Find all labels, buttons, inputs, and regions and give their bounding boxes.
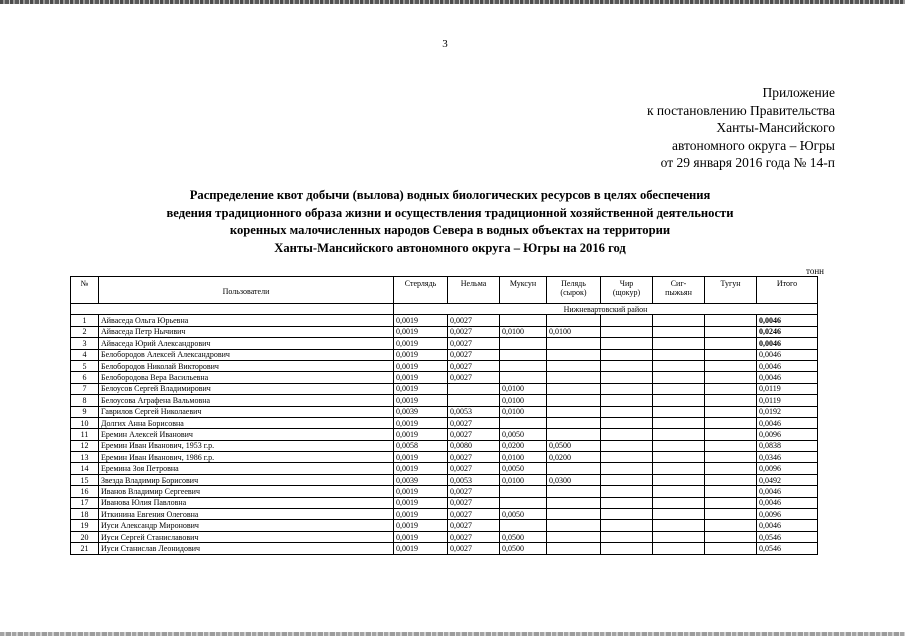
- cell-num: 3: [71, 338, 99, 349]
- cell-tugun: [705, 372, 757, 383]
- cell-nelma: 0,0027: [448, 531, 500, 542]
- cell-peled: [547, 417, 601, 428]
- cell-peled: [547, 543, 601, 554]
- cell-sterlet: 0,0019: [394, 509, 448, 520]
- cell-tugun: [705, 543, 757, 554]
- cell-peled: [547, 520, 601, 531]
- cell-num: 13: [71, 452, 99, 463]
- cell-chir: [601, 486, 653, 497]
- cell-sig: [653, 417, 705, 428]
- cell-num: 15: [71, 474, 99, 485]
- cell-total: 0,0119: [757, 395, 818, 406]
- title-line: Распределение квот добычи (вылова) водных биологических ресурсов в целях обеспечения: [189, 188, 711, 202]
- cell-total: 0,0046: [757, 486, 818, 497]
- cell-tugun: [705, 531, 757, 542]
- region-row: [71, 304, 818, 315]
- col-header-sterlet: Стерлядь: [394, 277, 448, 304]
- cell-num: 18: [71, 509, 99, 520]
- cell-sterlet: 0,0019: [394, 372, 448, 383]
- cell-sig: [653, 383, 705, 394]
- cell-peled: [547, 395, 601, 406]
- cell-tugun: [705, 463, 757, 474]
- cell-muksun: 0,0500: [500, 543, 547, 554]
- cell-nelma: 0,0027: [448, 417, 500, 428]
- table-body: [71, 304, 818, 555]
- col-header-chir-line1: Чир: [619, 279, 634, 288]
- cell-user-name: Белоусов Сергей Владимирович: [99, 383, 394, 394]
- cell-sterlet: 0,0019: [394, 326, 448, 337]
- cell-total: 0,0492: [757, 474, 818, 485]
- cell-sterlet: 0,0019: [394, 463, 448, 474]
- cell-nelma: 0,0027: [448, 452, 500, 463]
- table-row: [71, 452, 818, 463]
- cell-user-name: Белобородова Вера Васильевна: [99, 372, 394, 383]
- cell-peled: [547, 315, 601, 326]
- cell-num: 7: [71, 383, 99, 394]
- cell-num: 8: [71, 395, 99, 406]
- cell-muksun: [500, 338, 547, 349]
- scan-edge-top: [0, 0, 905, 4]
- table-row: [71, 543, 818, 554]
- cell-tugun: [705, 486, 757, 497]
- cell-sterlet: 0,0019: [394, 520, 448, 531]
- cell-sterlet: 0,0039: [394, 474, 448, 485]
- cell-sig: [653, 326, 705, 337]
- cell-total: 0,0346: [757, 452, 818, 463]
- page-number: 3: [442, 38, 448, 50]
- cell-peled: [547, 406, 601, 417]
- cell-total: 0,0046: [757, 338, 818, 349]
- table-row: [71, 520, 818, 531]
- cell-chir: [601, 520, 653, 531]
- table-row: [71, 509, 818, 520]
- cell-chir: [601, 395, 653, 406]
- cell-chir: [601, 440, 653, 451]
- cell-total: 0,0046: [757, 417, 818, 428]
- cell-muksun: [500, 417, 547, 428]
- cell-sterlet: 0,0019: [394, 395, 448, 406]
- cell-muksun: 0,0050: [500, 429, 547, 440]
- cell-nelma: 0,0027: [448, 486, 500, 497]
- cell-num: 2: [71, 326, 99, 337]
- title-line: ведения традиционного образа жизни и осуществления традиционной хозяйственной деятельности: [166, 205, 734, 220]
- cell-num: 17: [71, 497, 99, 508]
- cell-sig: [653, 440, 705, 451]
- cell-nelma: [448, 395, 500, 406]
- col-header-chir-line2: (щокур): [612, 288, 641, 297]
- table-row: [71, 406, 818, 417]
- cell-peled: [547, 383, 601, 394]
- cell-sig: [653, 452, 705, 463]
- cell-sterlet: 0,0019: [394, 338, 448, 349]
- col-header-num: №: [71, 277, 99, 304]
- cell-nelma: 0,0027: [448, 463, 500, 474]
- appendix-line: Ханты-Мансийского: [716, 120, 835, 135]
- cell-muksun: 0,0100: [500, 326, 547, 337]
- cell-chir: [601, 326, 653, 337]
- cell-muksun: 0,0200: [500, 440, 547, 451]
- cell-muksun: 0,0100: [500, 406, 547, 417]
- cell-nelma: 0,0027: [448, 326, 500, 337]
- cell-sig: [653, 338, 705, 349]
- cell-tugun: [705, 383, 757, 394]
- cell-total: 0,0096: [757, 429, 818, 440]
- cell-sig: [653, 543, 705, 554]
- cell-peled: [547, 486, 601, 497]
- cell-muksun: [500, 372, 547, 383]
- table-row: [71, 315, 818, 326]
- cell-sterlet: 0,0019: [394, 417, 448, 428]
- cell-total: 0,0046: [757, 349, 818, 360]
- table-row: [71, 531, 818, 542]
- table-row: [71, 440, 818, 451]
- cell-peled: [547, 429, 601, 440]
- cell-tugun: [705, 452, 757, 463]
- cell-num: 4: [71, 349, 99, 360]
- cell-tugun: [705, 395, 757, 406]
- cell-tugun: [705, 440, 757, 451]
- cell-chir: [601, 417, 653, 428]
- cell-sig: [653, 486, 705, 497]
- cell-user-name: Иткинина Евгения Олеговна: [99, 509, 394, 520]
- col-header-muksun: Муксун: [500, 277, 547, 304]
- cell-sterlet: 0,0019: [394, 543, 448, 554]
- cell-chir: [601, 429, 653, 440]
- cell-tugun: [705, 509, 757, 520]
- table-row: [71, 497, 818, 508]
- cell-nelma: 0,0027: [448, 360, 500, 371]
- cell-sterlet: 0,0019: [394, 315, 448, 326]
- cell-tugun: [705, 429, 757, 440]
- cell-total: 0,0046: [757, 520, 818, 531]
- cell-total: 0,0046: [757, 360, 818, 371]
- cell-muksun: [500, 520, 547, 531]
- cell-user-name: Еремин Иван Иванович, 1953 г.р.: [99, 440, 394, 451]
- quota-table: [70, 276, 818, 555]
- cell-user-name: Иуси Станислав Леонидович: [99, 543, 394, 554]
- cell-total: 0,0096: [757, 463, 818, 474]
- cell-sterlet: 0,0019: [394, 531, 448, 542]
- cell-sterlet: 0,0019: [394, 429, 448, 440]
- cell-chir: [601, 474, 653, 485]
- cell-peled: 0,0100: [547, 326, 601, 337]
- cell-sterlet: 0,0039: [394, 406, 448, 417]
- cell-nelma: 0,0027: [448, 520, 500, 531]
- cell-user-name: Белоусова Аграфена Вальмовна: [99, 395, 394, 406]
- cell-user-name: Белобородов Алексей Александрович: [99, 349, 394, 360]
- cell-sig: [653, 509, 705, 520]
- cell-tugun: [705, 326, 757, 337]
- cell-nelma: 0,0027: [448, 429, 500, 440]
- table-row: [71, 338, 818, 349]
- cell-total: 0,0246: [757, 326, 818, 337]
- cell-peled: [547, 509, 601, 520]
- appendix-line: Приложение: [762, 85, 835, 100]
- cell-chir: [601, 383, 653, 394]
- cell-sig: [653, 463, 705, 474]
- cell-tugun: [705, 338, 757, 349]
- cell-num: 1: [71, 315, 99, 326]
- cell-nelma: 0,0027: [448, 543, 500, 554]
- cell-user-name: Еремин Алексей Иванович: [99, 429, 394, 440]
- appendix-line: от 29 января 2016 года № 14-п: [660, 155, 835, 170]
- cell-muksun: [500, 315, 547, 326]
- scan-edge-bottom: [0, 632, 905, 636]
- cell-peled: [547, 531, 601, 542]
- cell-user-name: Айваседа Ольга Юрьевна: [99, 315, 394, 326]
- cell-num: 16: [71, 486, 99, 497]
- cell-num: 20: [71, 531, 99, 542]
- cell-muksun: 0,0050: [500, 509, 547, 520]
- col-header-sig: [653, 277, 705, 304]
- cell-chir: [601, 349, 653, 360]
- units-label: тонн: [806, 266, 824, 276]
- cell-sterlet: 0,0058: [394, 440, 448, 451]
- cell-muksun: [500, 360, 547, 371]
- cell-sterlet: 0,0019: [394, 452, 448, 463]
- cell-peled: 0,0300: [547, 474, 601, 485]
- cell-chir: [601, 338, 653, 349]
- region-name: Нижневартовский район: [394, 304, 818, 315]
- cell-nelma: 0,0027: [448, 338, 500, 349]
- col-header-sig-line1: Сиг-: [670, 279, 687, 288]
- cell-nelma: 0,0027: [448, 315, 500, 326]
- cell-peled: [547, 349, 601, 360]
- cell-sterlet: 0,0019: [394, 360, 448, 371]
- cell-user-name: Долгих Анна Борисовна: [99, 417, 394, 428]
- cell-tugun: [705, 360, 757, 371]
- cell-num: 19: [71, 520, 99, 531]
- table-row: [71, 429, 818, 440]
- table-row: [71, 372, 818, 383]
- cell-nelma: 0,0027: [448, 349, 500, 360]
- cell-sterlet: 0,0019: [394, 383, 448, 394]
- cell-chir: [601, 360, 653, 371]
- cell-total: 0,0192: [757, 406, 818, 417]
- cell-total: 0,0096: [757, 509, 818, 520]
- cell-user-name: Иуси Сергей Станиславович: [99, 531, 394, 542]
- cell-sterlet: 0,0019: [394, 349, 448, 360]
- cell-tugun: [705, 406, 757, 417]
- cell-chir: [601, 452, 653, 463]
- table-row: [71, 349, 818, 360]
- cell-total: 0,0546: [757, 543, 818, 554]
- cell-user-name: Звезда Владимир Борисович: [99, 474, 394, 485]
- cell-nelma: 0,0027: [448, 372, 500, 383]
- cell-peled: 0,0200: [547, 452, 601, 463]
- cell-tugun: [705, 315, 757, 326]
- cell-num: 12: [71, 440, 99, 451]
- cell-nelma: 0,0027: [448, 497, 500, 508]
- cell-user-name: Еремина Зоя Петровна: [99, 463, 394, 474]
- col-header-sig-line2: пыжьян: [665, 288, 692, 297]
- cell-nelma: 0,0053: [448, 474, 500, 485]
- cell-chir: [601, 497, 653, 508]
- cell-user-name: Айваседа Юрий Александрович: [99, 338, 394, 349]
- table-row: [71, 360, 818, 371]
- cell-sig: [653, 360, 705, 371]
- cell-peled: [547, 338, 601, 349]
- cell-muksun: 0,0100: [500, 383, 547, 394]
- cell-muksun: 0,0050: [500, 463, 547, 474]
- cell-sig: [653, 497, 705, 508]
- cell-sig: [653, 315, 705, 326]
- appendix-block: [647, 84, 835, 172]
- cell-chir: [601, 543, 653, 554]
- cell-num: 11: [71, 429, 99, 440]
- appendix-line: к постановлению Правительства: [646, 102, 835, 118]
- cell-user-name: Гаврилов Сергей Николаевич: [99, 406, 394, 417]
- cell-tugun: [705, 497, 757, 508]
- cell-tugun: [705, 417, 757, 428]
- cell-chir: [601, 372, 653, 383]
- col-header-peled: [547, 277, 601, 304]
- cell-chir: [601, 463, 653, 474]
- appendix-line: автономного округа – Югры: [672, 137, 835, 153]
- cell-tugun: [705, 349, 757, 360]
- table-row: [71, 474, 818, 485]
- cell-num: 14: [71, 463, 99, 474]
- table-row: [71, 383, 818, 394]
- cell-chir: [601, 406, 653, 417]
- cell-sig: [653, 349, 705, 360]
- region-spacer-left: [71, 304, 394, 315]
- cell-sig: [653, 520, 705, 531]
- cell-user-name: Белобородов Николай Викторович: [99, 360, 394, 371]
- cell-num: 10: [71, 417, 99, 428]
- cell-sig: [653, 531, 705, 542]
- cell-tugun: [705, 474, 757, 485]
- cell-total: 0,0046: [757, 315, 818, 326]
- cell-chir: [601, 509, 653, 520]
- table-header-row: [71, 277, 818, 304]
- title-line: Ханты-Мансийского автономного округа – Югры на 2016 год: [274, 240, 626, 255]
- cell-nelma: 0,0027: [448, 509, 500, 520]
- cell-tugun: [705, 520, 757, 531]
- cell-num: 21: [71, 543, 99, 554]
- cell-user-name: Айваседа Петр Нычивич: [99, 326, 394, 337]
- col-header-tugun: Тугун: [705, 277, 757, 304]
- cell-num: 5: [71, 360, 99, 371]
- cell-muksun: 0,0100: [500, 395, 547, 406]
- col-header-total: Итого: [757, 277, 818, 304]
- table-row: [71, 417, 818, 428]
- cell-user-name: Иванова Юлия Павловна: [99, 497, 394, 508]
- title-line: коренных малочисленных народов Севера в водных объектах на территории: [229, 223, 671, 237]
- cell-muksun: 0,0100: [500, 452, 547, 463]
- cell-sig: [653, 372, 705, 383]
- cell-user-name: Иванов Владимир Сергеевич: [99, 486, 394, 497]
- cell-total: 0,0838: [757, 440, 818, 451]
- cell-total: 0,0046: [757, 497, 818, 508]
- cell-user-name: Еремин Иван Иванович, 1986 г.р.: [99, 452, 394, 463]
- cell-muksun: 0,0100: [500, 474, 547, 485]
- table-row: [71, 395, 818, 406]
- col-header-peled-line2: (сырок): [560, 288, 587, 297]
- cell-sig: [653, 429, 705, 440]
- cell-total: 0,0119: [757, 383, 818, 394]
- cell-total: 0,0046: [757, 372, 818, 383]
- cell-nelma: [448, 383, 500, 394]
- col-header-nelma: Нельма: [448, 277, 500, 304]
- cell-total: 0,0546: [757, 531, 818, 542]
- cell-peled: [547, 463, 601, 474]
- document-title: [120, 187, 780, 257]
- cell-sig: [653, 406, 705, 417]
- cell-muksun: [500, 486, 547, 497]
- col-header-chir: [601, 277, 653, 304]
- cell-muksun: 0,0500: [500, 531, 547, 542]
- cell-sig: [653, 474, 705, 485]
- cell-peled: 0,0500: [547, 440, 601, 451]
- cell-muksun: [500, 497, 547, 508]
- cell-chir: [601, 531, 653, 542]
- cell-num: 9: [71, 406, 99, 417]
- table-row: [71, 326, 818, 337]
- col-header-users: Пользователи: [99, 277, 394, 304]
- table-row: [71, 486, 818, 497]
- cell-peled: [547, 360, 601, 371]
- cell-chir: [601, 315, 653, 326]
- cell-nelma: 0,0080: [448, 440, 500, 451]
- cell-muksun: [500, 349, 547, 360]
- cell-sterlet: 0,0019: [394, 497, 448, 508]
- cell-nelma: 0,0053: [448, 406, 500, 417]
- cell-user-name: Иуси Александр Миронович: [99, 520, 394, 531]
- cell-peled: [547, 372, 601, 383]
- cell-sig: [653, 395, 705, 406]
- table-row: [71, 463, 818, 474]
- cell-num: 6: [71, 372, 99, 383]
- col-header-peled-line1: Пелядь: [561, 279, 586, 288]
- cell-peled: [547, 497, 601, 508]
- cell-sterlet: 0,0019: [394, 486, 448, 497]
